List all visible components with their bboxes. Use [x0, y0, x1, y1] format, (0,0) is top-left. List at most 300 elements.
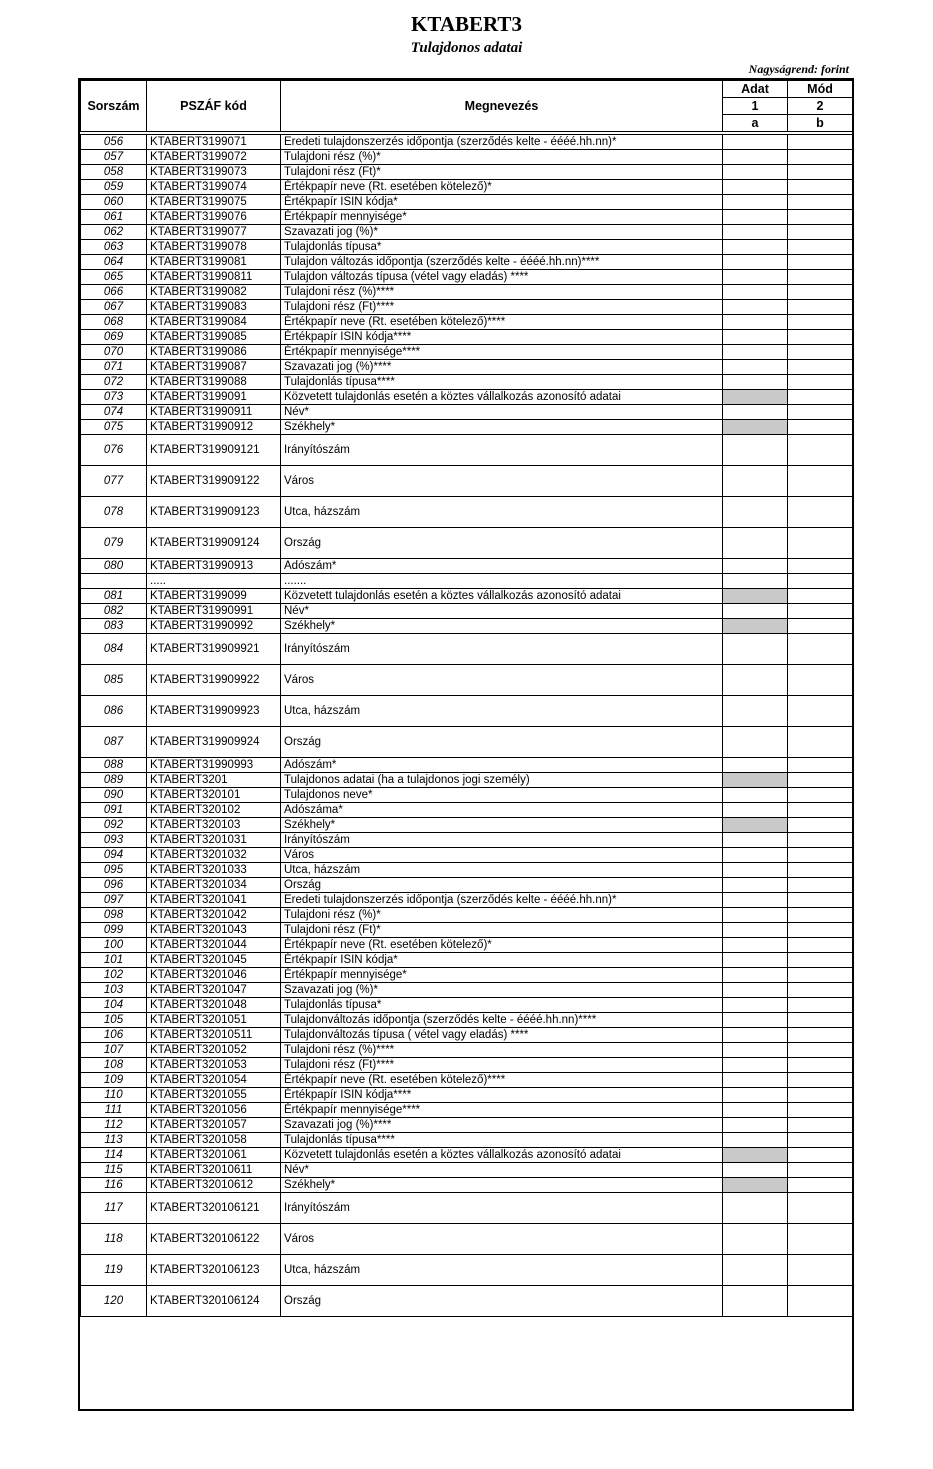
data-table-frame [78, 78, 854, 1411]
row-megnevezes: Értékpapír mennyisége* [281, 210, 723, 225]
row-adat-cell[interactable] [723, 893, 788, 908]
row-megnevezes: Értékpapír mennyisége**** [281, 1103, 723, 1118]
row-mod-cell[interactable] [788, 998, 853, 1013]
row-adat-cell[interactable] [723, 466, 788, 497]
row-megnevezes: Név* [281, 1163, 723, 1178]
row-megnevezes: Székhely* [281, 619, 723, 634]
row-adat-cell[interactable] [723, 270, 788, 285]
row-sorszam: 065 [81, 270, 147, 285]
row-adat-cell[interactable] [723, 1118, 788, 1133]
row-adat-cell[interactable] [723, 390, 788, 405]
row-adat-cell[interactable] [723, 773, 788, 788]
row-pszaf-kod: KTABERT3201 [147, 773, 281, 788]
row-adat-cell[interactable] [723, 300, 788, 315]
row-megnevezes: Értékpapír neve (Rt. esetében kötelező)**** [281, 315, 723, 330]
row-adat-cell[interactable] [723, 210, 788, 225]
row-megnevezes: Eredeti tulajdonszerzés időpontja (szerződés kelte - éééé.hh.nn)* [281, 135, 723, 150]
row-sorszam: 076 [81, 435, 147, 466]
row-mod-cell[interactable] [788, 788, 853, 803]
row-pszaf-kod: KTABERT3199086 [147, 345, 281, 360]
row-mod-cell[interactable] [788, 1178, 853, 1193]
table-row [81, 863, 853, 878]
row-sorszam: 094 [81, 848, 147, 863]
row-mod-cell[interactable] [788, 953, 853, 968]
row-mod-cell[interactable] [788, 180, 853, 195]
table-row [81, 634, 853, 665]
row-adat-cell[interactable] [723, 1088, 788, 1103]
table-row [81, 528, 853, 559]
row-mod-cell[interactable] [788, 360, 853, 375]
row-pszaf-kod: KTABERT32010611 [147, 1163, 281, 1178]
row-mod-cell[interactable] [788, 938, 853, 953]
row-megnevezes: Ország [281, 727, 723, 758]
header-mod-letter: b [788, 115, 853, 132]
row-mod-cell[interactable] [788, 665, 853, 696]
row-mod-cell[interactable] [788, 1088, 853, 1103]
row-adat-cell[interactable] [723, 240, 788, 255]
row-adat-cell[interactable] [723, 315, 788, 330]
row-megnevezes: Tulajdoni rész (%)* [281, 908, 723, 923]
table-row [81, 180, 853, 195]
header-megnevezes: Megnevezés [281, 81, 723, 132]
table-row [81, 497, 853, 528]
row-sorszam: 100 [81, 938, 147, 953]
row-pszaf-kod: KTABERT3199088 [147, 375, 281, 390]
row-megnevezes: Szavazati jog (%)**** [281, 1118, 723, 1133]
row-adat-cell[interactable] [723, 1043, 788, 1058]
table-row [81, 1148, 853, 1163]
row-pszaf-kod: KTABERT3201041 [147, 893, 281, 908]
row-mod-cell[interactable] [788, 466, 853, 497]
row-sorszam: 095 [81, 863, 147, 878]
row-megnevezes: Szavazati jog (%)**** [281, 360, 723, 375]
row-mod-cell[interactable] [788, 923, 853, 938]
table-row [81, 300, 853, 315]
table-row [81, 225, 853, 240]
row-megnevezes: Tulajdoni rész (%)**** [281, 285, 723, 300]
row-pszaf-kod: KTABERT3201043 [147, 923, 281, 938]
row-adat-cell[interactable] [723, 497, 788, 528]
row-sorszam: 086 [81, 696, 147, 727]
row-pszaf-kod: KTABERT3199081 [147, 255, 281, 270]
row-adat-cell[interactable] [723, 619, 788, 634]
row-mod-cell[interactable] [788, 758, 853, 773]
row-megnevezes: Irányítószám [281, 833, 723, 848]
row-adat-cell[interactable] [723, 345, 788, 360]
table-row [81, 893, 853, 908]
table-row [81, 315, 853, 330]
row-sorszam: 083 [81, 619, 147, 634]
row-adat-cell[interactable] [723, 255, 788, 270]
row-mod-cell[interactable] [788, 300, 853, 315]
row-pszaf-kod: KTABERT3201051 [147, 1013, 281, 1028]
row-megnevezes: Tulajdonváltozás időpontja (szerződés kelte - éééé.hh.nn)**** [281, 1013, 723, 1028]
row-adat-cell[interactable] [723, 878, 788, 893]
row-sorszam: 093 [81, 833, 147, 848]
row-sorszam: 110 [81, 1088, 147, 1103]
row-pszaf-kod: KTABERT3201052 [147, 1043, 281, 1058]
row-sorszam: 114 [81, 1148, 147, 1163]
row-adat-cell[interactable] [723, 727, 788, 758]
row-adat-cell[interactable] [723, 998, 788, 1013]
row-adat-cell[interactable] [723, 405, 788, 420]
row-pszaf-kod: KTABERT3201053 [147, 1058, 281, 1073]
row-adat-cell[interactable] [723, 180, 788, 195]
table-row [81, 604, 853, 619]
row-mod-cell[interactable] [788, 420, 853, 435]
row-megnevezes: Város [281, 665, 723, 696]
row-mod-cell[interactable] [788, 1148, 853, 1163]
row-mod-cell[interactable] [788, 528, 853, 559]
row-sorszam: 070 [81, 345, 147, 360]
row-mod-cell[interactable] [788, 270, 853, 285]
row-pszaf-kod: KTABERT3201031 [147, 833, 281, 848]
row-megnevezes: Tulajdonlás típusa* [281, 240, 723, 255]
row-adat-cell[interactable] [723, 983, 788, 998]
table-row [81, 968, 853, 983]
row-sorszam: 109 [81, 1073, 147, 1088]
row-sorszam: 080 [81, 559, 147, 574]
row-adat-cell[interactable] [723, 195, 788, 210]
row-adat-cell[interactable] [723, 225, 788, 240]
table-row [81, 619, 853, 634]
table-row [81, 878, 853, 893]
row-mod-cell[interactable] [788, 255, 853, 270]
row-sorszam: 073 [81, 390, 147, 405]
row-adat-cell[interactable] [723, 135, 788, 150]
row-mod-cell[interactable] [788, 559, 853, 574]
row-mod-cell[interactable] [788, 435, 853, 466]
row-adat-cell[interactable] [723, 589, 788, 604]
row-adat-cell[interactable] [723, 634, 788, 665]
row-mod-cell[interactable] [788, 390, 853, 405]
row-adat-cell[interactable] [723, 165, 788, 180]
row-sorszam: 102 [81, 968, 147, 983]
row-mod-cell[interactable] [788, 589, 853, 604]
row-megnevezes: Tulajdonlás típusa* [281, 998, 723, 1013]
row-mod-cell[interactable] [788, 150, 853, 165]
row-adat-cell[interactable] [723, 330, 788, 345]
row-pszaf-kod: KTABERT3199083 [147, 300, 281, 315]
table-row [81, 1073, 853, 1088]
row-mod-cell[interactable] [788, 983, 853, 998]
row-adat-cell[interactable] [723, 1148, 788, 1163]
row-adat-cell[interactable] [723, 150, 788, 165]
row-adat-cell[interactable] [723, 420, 788, 435]
table-row [81, 923, 853, 938]
row-sorszam: 078 [81, 497, 147, 528]
row-adat-cell[interactable] [723, 1286, 788, 1317]
row-mod-cell[interactable] [788, 818, 853, 833]
table-row [81, 210, 853, 225]
row-megnevezes: Utca, házszám [281, 696, 723, 727]
row-adat-cell[interactable] [723, 908, 788, 923]
row-sorszam: 090 [81, 788, 147, 803]
row-megnevezes: Város [281, 466, 723, 497]
row-mod-cell[interactable] [788, 195, 853, 210]
row-mod-cell[interactable] [788, 240, 853, 255]
row-pszaf-kod: KTABERT319909922 [147, 665, 281, 696]
row-megnevezes: Tulajdoni rész (Ft)* [281, 923, 723, 938]
row-adat-cell[interactable] [723, 1193, 788, 1224]
row-megnevezes: Értékpapír mennyisége**** [281, 345, 723, 360]
row-pszaf-kod: KTABERT31990991 [147, 604, 281, 619]
row-sorszam: 059 [81, 180, 147, 195]
row-megnevezes: Közvetett tulajdonlás esetén a köztes vállalkozás azonosító adatai [281, 1148, 723, 1163]
row-megnevezes: ....... [281, 574, 723, 589]
row-mod-cell[interactable] [788, 1255, 853, 1286]
row-pszaf-kod: KTABERT319909924 [147, 727, 281, 758]
row-adat-cell[interactable] [723, 1133, 788, 1148]
row-mod-cell[interactable] [788, 908, 853, 923]
row-mod-cell[interactable] [788, 375, 853, 390]
row-megnevezes: Tulajdoni rész (%)* [281, 150, 723, 165]
row-pszaf-kod: KTABERT3199073 [147, 165, 281, 180]
row-pszaf-kod: KTABERT319909122 [147, 466, 281, 497]
row-pszaf-kod: KTABERT3201042 [147, 908, 281, 923]
table-row [81, 1043, 853, 1058]
row-megnevezes: Név* [281, 405, 723, 420]
header-adat: Adat [723, 81, 788, 98]
row-adat-cell[interactable] [723, 435, 788, 466]
row-megnevezes: Értékpapír neve (Rt. esetében kötelező)* [281, 180, 723, 195]
row-adat-cell[interactable] [723, 375, 788, 390]
row-megnevezes: Tulajdonváltozás típusa ( vétel vagy eladás) **** [281, 1028, 723, 1043]
table-row [81, 1224, 853, 1255]
row-pszaf-kod: KTABERT31990992 [147, 619, 281, 634]
row-adat-cell[interactable] [723, 1058, 788, 1073]
row-adat-cell[interactable] [723, 285, 788, 300]
row-sorszam: 103 [81, 983, 147, 998]
row-pszaf-kod: KTABERT3199085 [147, 330, 281, 345]
row-pszaf-kod: KTABERT320106123 [147, 1255, 281, 1286]
row-adat-cell[interactable] [723, 574, 788, 589]
row-adat-cell[interactable] [723, 848, 788, 863]
row-pszaf-kod: KTABERT3201045 [147, 953, 281, 968]
row-adat-cell[interactable] [723, 696, 788, 727]
table-row [81, 390, 853, 405]
table-row [81, 285, 853, 300]
row-sorszam: 118 [81, 1224, 147, 1255]
table-row [81, 405, 853, 420]
row-adat-cell[interactable] [723, 833, 788, 848]
row-mod-cell[interactable] [788, 833, 853, 848]
row-mod-cell[interactable] [788, 634, 853, 665]
row-mod-cell[interactable] [788, 1103, 853, 1118]
row-adat-cell[interactable] [723, 803, 788, 818]
row-mod-cell[interactable] [788, 405, 853, 420]
row-adat-cell[interactable] [723, 968, 788, 983]
row-sorszam: 106 [81, 1028, 147, 1043]
row-sorszam: 098 [81, 908, 147, 923]
row-sorszam: 082 [81, 604, 147, 619]
row-mod-cell[interactable] [788, 1163, 853, 1178]
row-sorszam: 091 [81, 803, 147, 818]
row-mod-cell[interactable] [788, 1028, 853, 1043]
row-mod-cell[interactable] [788, 878, 853, 893]
row-mod-cell[interactable] [788, 1058, 853, 1073]
row-pszaf-kod: KTABERT31990911 [147, 405, 281, 420]
row-mod-cell[interactable] [788, 225, 853, 240]
row-megnevezes: Adószám* [281, 758, 723, 773]
table-row [81, 1028, 853, 1043]
table-row [81, 1088, 853, 1103]
row-sorszam: 056 [81, 135, 147, 150]
row-adat-cell[interactable] [723, 528, 788, 559]
row-adat-cell[interactable] [723, 1073, 788, 1088]
row-mod-cell[interactable] [788, 1133, 853, 1148]
row-megnevezes: Ország [281, 1286, 723, 1317]
table-row [81, 255, 853, 270]
table-row [81, 1163, 853, 1178]
row-sorszam: 088 [81, 758, 147, 773]
row-megnevezes: Értékpapír neve (Rt. esetében kötelező)* [281, 938, 723, 953]
row-adat-cell[interactable] [723, 1178, 788, 1193]
row-pszaf-kod: KTABERT319909123 [147, 497, 281, 528]
header-mod: Mód [788, 81, 853, 98]
row-pszaf-kod: KTABERT3201054 [147, 1073, 281, 1088]
row-pszaf-kod: KTABERT3199076 [147, 210, 281, 225]
table-row [81, 908, 853, 923]
table-row [81, 1118, 853, 1133]
row-sorszam: 099 [81, 923, 147, 938]
row-adat-cell[interactable] [723, 953, 788, 968]
row-adat-cell[interactable] [723, 1013, 788, 1028]
row-pszaf-kod: KTABERT3201055 [147, 1088, 281, 1103]
row-adat-cell[interactable] [723, 1103, 788, 1118]
row-adat-cell[interactable] [723, 604, 788, 619]
row-adat-cell[interactable] [723, 1028, 788, 1043]
row-sorszam: 112 [81, 1118, 147, 1133]
row-sorszam: 072 [81, 375, 147, 390]
row-megnevezes: Irányítószám [281, 435, 723, 466]
row-pszaf-kod: KTABERT3201046 [147, 968, 281, 983]
row-megnevezes: Székhely* [281, 420, 723, 435]
row-adat-cell[interactable] [723, 938, 788, 953]
row-mod-cell[interactable] [788, 727, 853, 758]
row-adat-cell[interactable] [723, 1224, 788, 1255]
row-mod-cell[interactable] [788, 604, 853, 619]
row-adat-cell[interactable] [723, 665, 788, 696]
row-sorszam: 092 [81, 818, 147, 833]
table-row [81, 818, 853, 833]
row-pszaf-kod: KTABERT319909124 [147, 528, 281, 559]
row-adat-cell[interactable] [723, 788, 788, 803]
row-mod-cell[interactable] [788, 210, 853, 225]
row-megnevezes: Értékpapír neve (Rt. esetében kötelező)**** [281, 1073, 723, 1088]
table-row [81, 938, 853, 953]
row-pszaf-kod: KTABERT3199072 [147, 150, 281, 165]
row-mod-cell[interactable] [788, 619, 853, 634]
unit-note: Nagyságrend: forint [748, 62, 849, 76]
table-row [81, 559, 853, 574]
data-table [80, 80, 853, 1317]
row-mod-cell[interactable] [788, 803, 853, 818]
row-megnevezes: Tulajdonos neve* [281, 788, 723, 803]
row-mod-cell[interactable] [788, 1118, 853, 1133]
row-pszaf-kod: KTABERT3201048 [147, 998, 281, 1013]
table-row [81, 466, 853, 497]
row-pszaf-kod: KTABERT31990913 [147, 559, 281, 574]
row-mod-cell[interactable] [788, 315, 853, 330]
row-sorszam: 071 [81, 360, 147, 375]
row-pszaf-kod: KTABERT3201058 [147, 1133, 281, 1148]
row-megnevezes: Értékpapír ISIN kódja* [281, 953, 723, 968]
row-mod-cell[interactable] [788, 135, 853, 150]
row-mod-cell[interactable] [788, 1073, 853, 1088]
row-adat-cell[interactable] [723, 360, 788, 375]
row-megnevezes: Utca, házszám [281, 1255, 723, 1286]
row-adat-cell[interactable] [723, 758, 788, 773]
row-mod-cell[interactable] [788, 696, 853, 727]
row-mod-cell[interactable] [788, 1013, 853, 1028]
row-mod-cell[interactable] [788, 863, 853, 878]
row-mod-cell[interactable] [788, 893, 853, 908]
row-sorszam: 096 [81, 878, 147, 893]
row-mod-cell[interactable] [788, 574, 853, 589]
row-megnevezes: Értékpapír mennyisége* [281, 968, 723, 983]
row-adat-cell[interactable] [723, 818, 788, 833]
row-mod-cell[interactable] [788, 345, 853, 360]
table-row [81, 758, 853, 773]
row-adat-cell[interactable] [723, 559, 788, 574]
row-pszaf-kod: KTABERT320102 [147, 803, 281, 818]
row-mod-cell[interactable] [788, 330, 853, 345]
row-megnevezes: Város [281, 848, 723, 863]
row-pszaf-kod: KTABERT3201033 [147, 863, 281, 878]
row-mod-cell[interactable] [788, 1286, 853, 1317]
row-megnevezes: Utca, házszám [281, 497, 723, 528]
row-mod-cell[interactable] [788, 1193, 853, 1224]
table-header [81, 81, 853, 135]
table-row [81, 135, 853, 150]
row-sorszam: 101 [81, 953, 147, 968]
row-adat-cell[interactable] [723, 1255, 788, 1286]
row-pszaf-kod: KTABERT319909121 [147, 435, 281, 466]
row-adat-cell[interactable] [723, 1163, 788, 1178]
row-megnevezes: Adószáma* [281, 803, 723, 818]
row-mod-cell[interactable] [788, 165, 853, 180]
table-row [81, 1133, 853, 1148]
row-adat-cell[interactable] [723, 863, 788, 878]
row-pszaf-kod: KTABERT320101 [147, 788, 281, 803]
table-row [81, 345, 853, 360]
row-sorszam: 068 [81, 315, 147, 330]
row-mod-cell[interactable] [788, 1224, 853, 1255]
row-mod-cell[interactable] [788, 497, 853, 528]
row-megnevezes: Tulajdon változás típusa (vétel vagy eladás) **** [281, 270, 723, 285]
row-sorszam [81, 574, 147, 589]
row-mod-cell[interactable] [788, 285, 853, 300]
row-sorszam: 116 [81, 1178, 147, 1193]
row-mod-cell[interactable] [788, 773, 853, 788]
row-sorszam: 064 [81, 255, 147, 270]
row-megnevezes: Közvetett tulajdonlás esetén a köztes vállalkozás azonosító adatai [281, 589, 723, 604]
row-sorszam: 061 [81, 210, 147, 225]
row-pszaf-kod: KTABERT3201044 [147, 938, 281, 953]
row-mod-cell[interactable] [788, 848, 853, 863]
row-mod-cell[interactable] [788, 968, 853, 983]
row-sorszam: 062 [81, 225, 147, 240]
row-adat-cell[interactable] [723, 923, 788, 938]
table-row [81, 435, 853, 466]
header-adat-number: 1 [723, 98, 788, 115]
row-mod-cell[interactable] [788, 1043, 853, 1058]
row-megnevezes: Név* [281, 604, 723, 619]
row-megnevezes: Ország [281, 528, 723, 559]
row-megnevezes: Irányítószám [281, 1193, 723, 1224]
row-megnevezes: Város [281, 1224, 723, 1255]
